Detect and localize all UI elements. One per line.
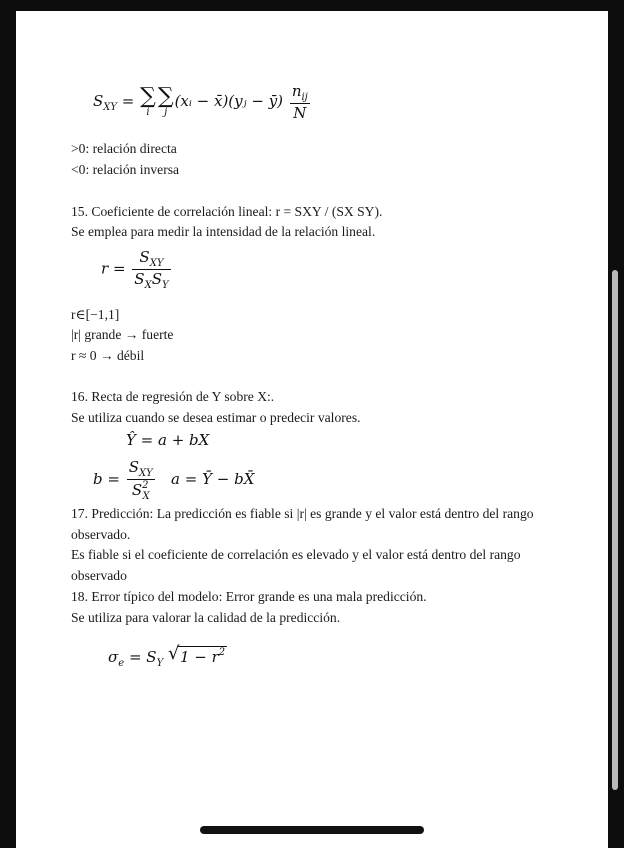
text-line: |r| grande → fuerte [71,327,174,342]
document-page [16,11,608,848]
text-line: 18. Error típico del modelo: Error grande es una mala predicción. [71,589,427,604]
text-line: Se utiliza cuando se desea estimar o predecir valores. [71,410,361,425]
text-line: observado. [71,527,131,542]
cov-lhs: S [93,92,104,110]
cov-term: (xᵢ − x̄)(yⱼ − ȳ) [174,92,284,110]
text-line: 17. Predicción: La predicción es fiable si |r| es grande y el valor está dentro del rango [71,506,534,521]
text-line: 15. Coeficiente de correlación lineal: r = SXY / (SX SY). [71,204,383,219]
scrollbar[interactable] [612,270,618,790]
slope-fraction: $\frac{S_{XY}}{S^2_X}$ [128,458,153,502]
cov-lhs-sub: XY [103,102,118,113]
intercept-formula: a = Ȳ − bX̄ [171,470,255,488]
text-line: >0: relación directa [71,141,177,156]
correlation-formula: r = $\frac{S_{XY}}{S_XS_Y}$ [101,248,169,291]
text-line: 16. Recta de regresión de Y sobre X:. [71,389,275,404]
text-line: r∈[−1,1] [71,307,120,322]
corr-lhs: r [101,259,109,278]
corr-fraction: $\frac{S_{XY}}{S_XS_Y}$ [134,248,169,291]
regression-line-text: Ŷ = a + bX [126,431,210,449]
cov-fraction: $\frac{n_{ij}}{N}$ [291,82,308,122]
text-line: r ≈ 0 → débil [71,348,145,363]
sum-j: ∑ j [157,84,174,118]
text-line: <0: relación inversa [71,162,180,177]
regression-formula [126,431,209,449]
home-indicator[interactable] [200,826,424,834]
sum-i: ∑ i [140,84,156,118]
std-error-formula: $\sigma_e = S_Y$ √ $1 - r^2$ [108,643,226,669]
text-line: Se emplea para medir la intensidad de la relación lineal. [71,224,376,239]
text-line: Es fiable si el coeficiente de correlación es elevado y el valor está dentro del rango [71,547,521,562]
text-line: observado [71,568,127,583]
covariance-formula: $S_{XY}$ = ∑ i ∑ j (xᵢ − x̄)(yⱼ − ȳ) $\frac{n_{ij}}{N}$ [93,82,308,122]
text-line: Se utiliza para valorar la calidad de la predicción. [71,610,341,625]
slope-formula: b = $\frac{S_{XY}}{S^2_X}$ a = Ȳ − bX̄ [93,458,255,502]
sqrt: √ $1 - r^2$ [167,643,226,666]
sigma-lhs: σ [108,648,119,666]
slope-lhs: b [93,470,103,488]
